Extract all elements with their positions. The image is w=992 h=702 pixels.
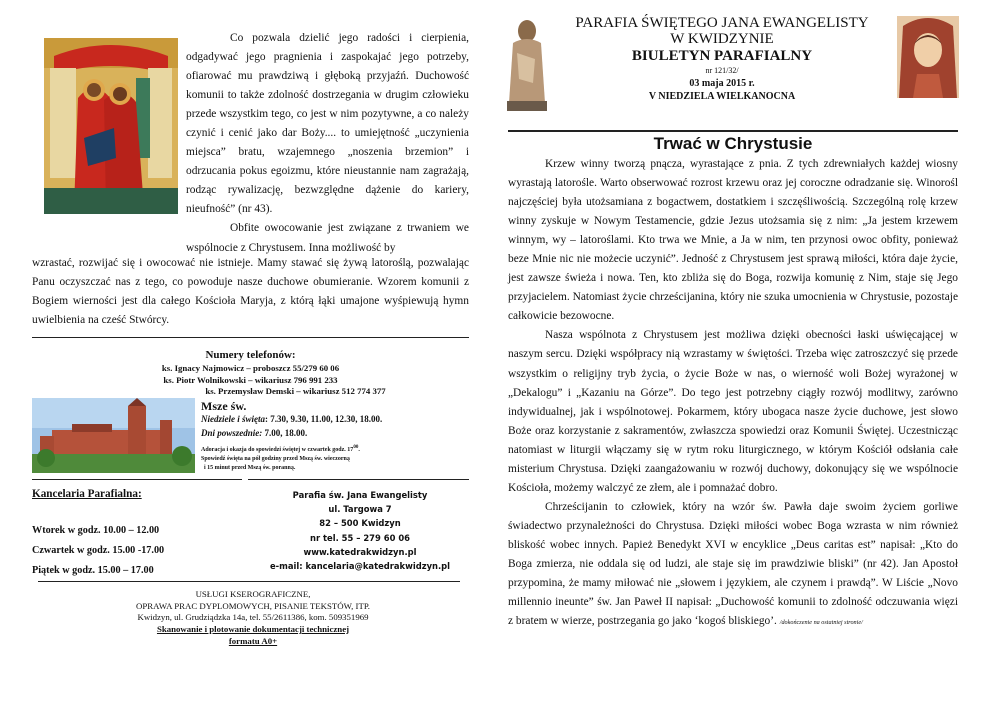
bulletin-header — [553, 15, 891, 103]
continued-note: /dokończenie na ostatniej stronie/ — [779, 619, 863, 627]
masses-weekday-times: 7.00, 18.00. — [262, 427, 308, 438]
parish-name: PARAFIA ŚWIĘTEGO JANA EWANGELISTY — [575, 15, 869, 31]
phones-title: Numery telefonów: — [205, 349, 296, 361]
services-line: formatu A0+ — [228, 635, 278, 646]
masses-note-end: . — [358, 447, 360, 453]
left-paragraph: Co pozwala dzielić jego radości i cierpienia, odgadywać jego pragnienia i zaspokajać jego potrzeby, ofiarować mu prawdziwą i głęboką przyjaźń. Duchowość komunii to także zdolność dostrzegania w drugim człowieku przede wszystkim tego, co jest w nim pozytywne, a co należy czynić i cenić jako dar Boży.... to umiejętność „uczynienia miejsca” bratu, wzajemnego „noszenia brzemion” i odrzucania pokus egoizmu, które nieustannie nam zagrażają, rodząc rywalizację, bezwzględne dążenie do kariery, nieufność” (nr 43). — [186, 32, 469, 216]
masses-note: Adoracja i okazja do spowiedzi świętej w czwartek godz. 17 — [201, 447, 354, 453]
office-title: Kancelaria Parafialna: — [32, 488, 142, 500]
office-hours — [32, 484, 242, 581]
divider — [508, 130, 958, 132]
article-body — [508, 155, 958, 632]
masses-weekday-label: Dni powszednie: — [201, 427, 263, 438]
services-line: Skanowanie i plotowanie dokumentacji technicznej — [156, 624, 350, 635]
left-paragraph: Obfite owocowanie jest związane z trwaniem we wspólnocie z Chrystusem. Inna możliwość by — [186, 222, 469, 254]
masses-note: Spowiedź święta na pół godziny przed Mszą św. wieczorną — [201, 456, 350, 462]
phone-line: ks. Ignacy Najmowicz – proboszcz 55/279 60 06 — [161, 363, 340, 373]
address-line: ul. Targowa 7 — [328, 504, 392, 515]
phone-numbers — [32, 348, 469, 398]
website-link[interactable]: www.katedrakwidzyn.pl — [303, 546, 417, 557]
phone-line: ks. Piotr Wolnikowski – wikariusz 796 991 233 — [163, 374, 338, 385]
article-title: Trwać w Chrystusie — [653, 134, 813, 153]
liturgical-sunday: V NIEDZIELA WIELKANOCNA — [648, 91, 796, 102]
masses-note: i 15 minut przed Mszą św. poranną. — [204, 465, 296, 471]
bulletin-title: BIULETYN PARAFIALNY — [631, 48, 813, 64]
masses-note-sup: 00 — [353, 445, 359, 450]
office-hours-line: Czwartek w godz. 15.00 -17.00 — [32, 545, 165, 556]
divider — [32, 479, 242, 480]
castle-photo — [32, 398, 195, 473]
address-line: 82 – 500 Kwidzyn — [319, 518, 401, 529]
parish-town: W KWIDZYNIE — [670, 31, 774, 47]
address-line: nr tel. 55 – 279 60 06 — [310, 532, 410, 543]
article-paragraph — [508, 498, 958, 632]
divider — [38, 581, 460, 582]
article-paragraph: Nasza wspólnota z Chrystusem jest możliwa dzięki obecności łaski uświęcającej w naszym sercu. Dzięki współpracy nią wzrastamy w świętości. Trzeba więc zatroszczyć się przede wszystkim o religijny tryb życia, o życie Boże w nas, o wierność woli Bożej wyrażonej w „Dekalogu” i „Kazaniu na Górze”. Do tego jest potrzebny ciągły rozwój modlitwy, zarówno indywidualnej, jak i wspólnotowej. Pokarmem, który ubogaca nasze życie duchowe, jest słowo Boże oraz korzystanie z sakramentów, zwłaszcza spowiedzi oraz Komunii Świętej. Uczestnicząc natomiast w liturgii włączamy się w rytm roku liturgicznego, w którym Kościół odsłania całe misterium Chrystusa. Dzięki zaangażowaniu w rozwój duchowy, dokonujący się we wspólnocie Kościoła, możemy walczyć ze złem, ale i pomnażać dobro. — [508, 329, 958, 494]
issue-number: nr 121/32/ — [705, 66, 739, 75]
article-paragraph: Krzew winny tworzą pnącza, wyrastające z pnia. Z tych zdrewniałych każdej wiosny wyrastają latorośle. Warto obserwować rozrost krzewu oraz jej coroczne odradzanie się. Winorośl najczęściej była utożsamiana z bogactwem, dostatkiem i szczęśliwością. Szczególną rolę krzew winny zyskuje w Nowym Testamencie, gdzie Jezus utożsamia się z nim: „Ja jestem krzewem winnym, wy – latoroślami. Kto trwa we Mnie, a Ja w nim, ten przynosi owoc obfity, ponieważ beze Mnie nic nie możecie uczynić”. Jedność z Chrystusem jest sprawą miłości, która daje życie, jest zawsze świeża i nowa. Ten, kto zbliża się do Boga, rozwija komunię z Nim, staje się Jego przyjacielem. Natomiast życie chrześcijanina, który nie szuka umocnienia w Chrystusie, pozostaje całkowicie bezowocne. — [508, 158, 958, 323]
icon-painting — [44, 38, 178, 214]
services-line: OPRAWA PRAC DYPLOMOWYCH, PISANIE TEKSTÓW, ITP. — [136, 600, 370, 611]
office-hours-line: Wtorek w godz. 10.00 – 12.00 — [32, 525, 160, 536]
services-ad — [88, 589, 418, 648]
left-intro-text — [186, 29, 469, 258]
saint-statue-image — [505, 13, 549, 113]
issue-date: 03 maja 2015 r. — [689, 78, 755, 89]
divider — [32, 337, 469, 338]
masses-sunday-label: Niedziele i święta — [201, 414, 265, 424]
masses-sunday-times: : 7.30, 9.30, 11.00, 12.30, 18.00. — [265, 414, 383, 424]
email-link[interactable]: e-mail: kancelaria@katedrakwidzyn.pl — [269, 561, 451, 572]
services-line: Kwidzyn, ul. Grudziądzka 14a, tel. 55/2611386, kom. 509351969 — [137, 612, 369, 623]
divider — [248, 479, 469, 480]
article-paragraph-text: Chrześcijanin to człowiek, który na wzór św. Pawła daje swoim życiem gorliwe świadectwo przynależności do Chrystusa. Dzięki miłości wobec Boga wzrasta w nim również bliskość wobec innych. Papież Benedykt XVI w encyklice „Deus caritas est” napisał: „Kto do Boga zmierza, nie oddala się od ludzi, ale staje się im prawdziwie bliski” (nr 42). Jan Apostoł przypomina, że mamy miłować nie „słowem i językiem, ale czynem i prawdą”. W Liście „Novo millennio ineunte” św. Jan Paweł II napisał: „Duchowość komunii to zdolność odczuwania więzi z bratem w wierze, postrzegania go jako ‘kogoś bliskiego’. — [508, 500, 958, 628]
services-line: USŁUGI KSEROGRAFICZNE, — [195, 589, 311, 599]
phone-line: ks. Przemysław Demski – wikariusz 512 774 377 — [205, 386, 386, 396]
praying-woman-image — [897, 16, 959, 98]
left-paragraph: wzrastać, rozwijać się i owocować nie istnieje. Mamy stawać się żywą latoroślą, pozwalając Panu oczyszczać nas z tego, co powoduje nasze duchowe obumieranie. Wzorem komunii z Bogiem wierności jest dla całego Kościoła Maryja, z którą łąki umajone wyśpiewują hymn uwielbienia na cześć Stwórcy. — [32, 257, 469, 327]
masses-title: Msze św. — [201, 399, 247, 413]
address-line: Parafia św. Jana Ewangelisty — [292, 490, 428, 500]
parish-address — [251, 488, 469, 573]
left-continuation-text — [32, 254, 469, 330]
office-hours-line: Piątek w godz. 15.00 – 17.00 — [32, 565, 154, 576]
masses-section — [201, 399, 471, 473]
